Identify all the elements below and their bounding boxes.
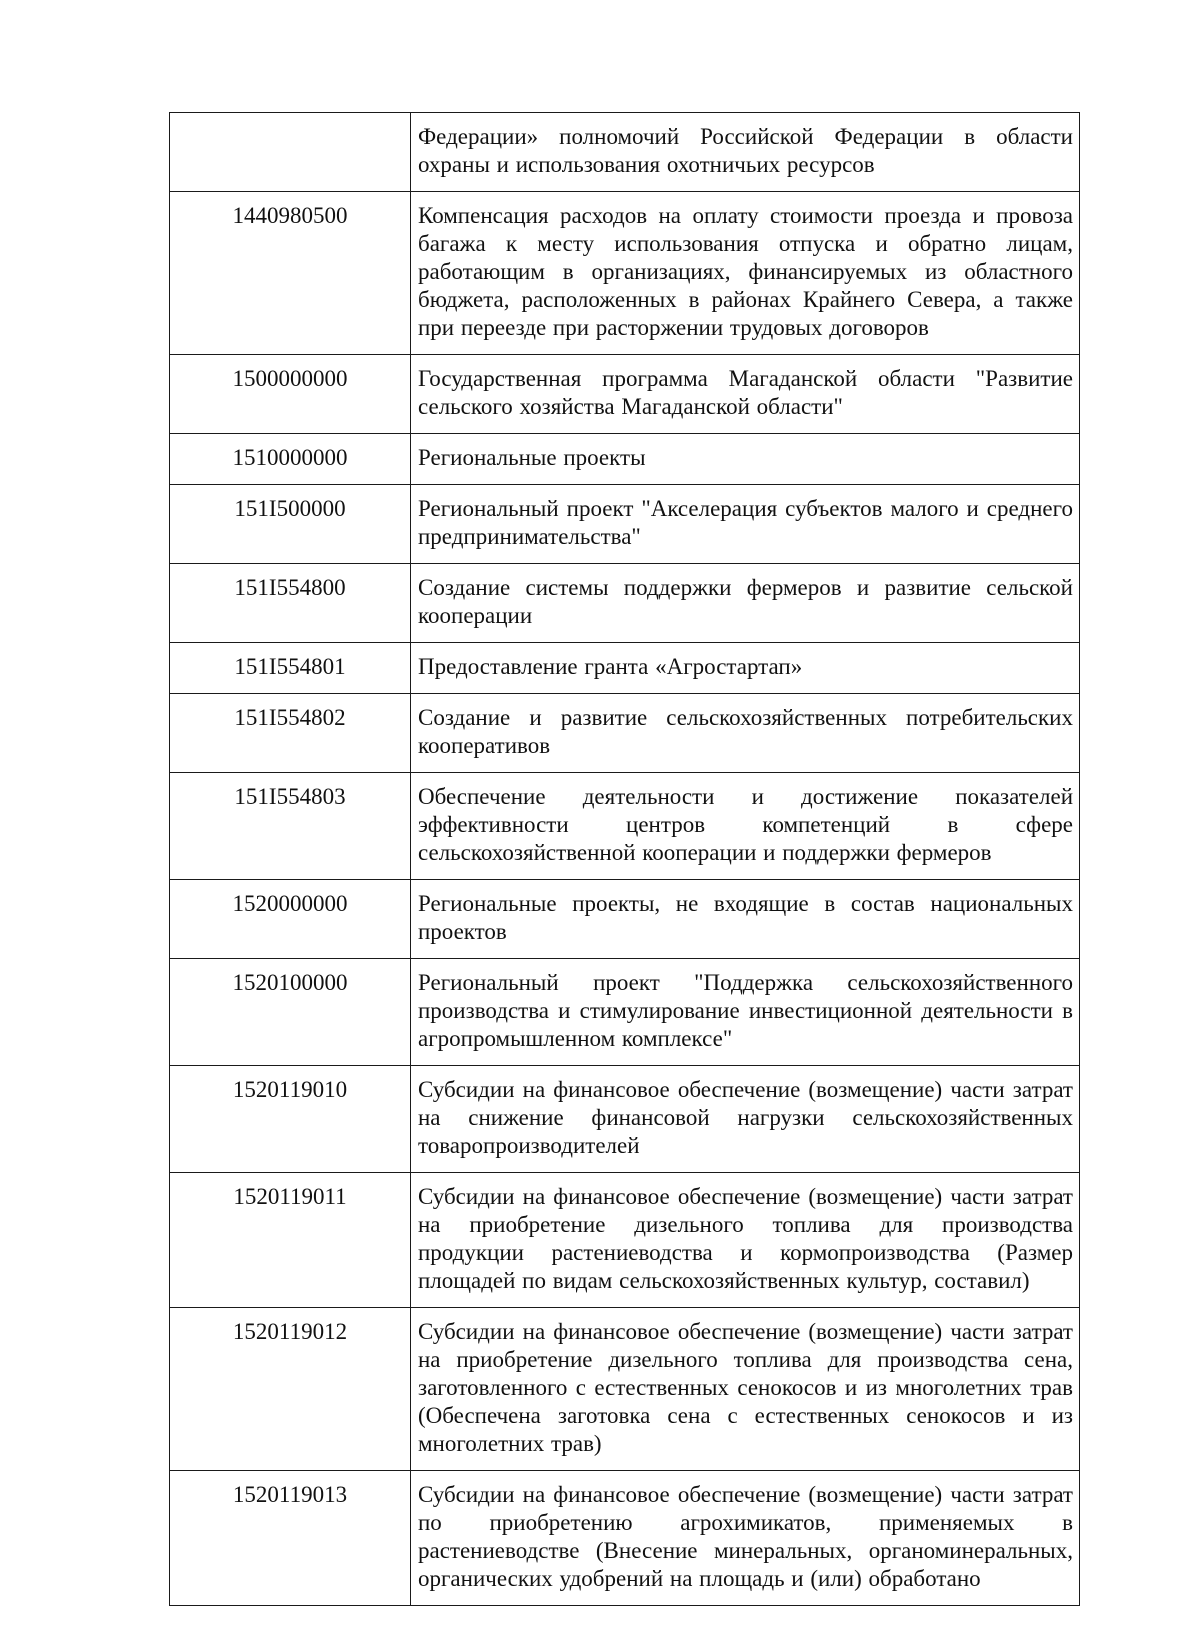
table-row bbox=[170, 113, 1080, 192]
description-cell: Субсидии на финансовое обеспечение (возмещение) части затрат на приобретение дизельного топлива для производства сена, заготовленного с естественных сенокосов и из многолетних трав (Обеспечена заготовка сена с естественных сенокосов и из многолетних трав) bbox=[411, 1308, 1080, 1471]
code-cell: 151I554803 bbox=[170, 773, 411, 880]
table-row bbox=[170, 485, 1080, 564]
code-cell: 1520100000 bbox=[170, 959, 411, 1066]
description-cell: Региональный проект "Поддержка сельскохозяйственного производства и стимулирование инвестиционной деятельности в агропромышленном комплексе" bbox=[411, 959, 1080, 1066]
description-cell: Региональный проект "Акселерация субъектов малого и среднего предпринимательства" bbox=[411, 485, 1080, 564]
table-row bbox=[170, 1066, 1080, 1173]
description-cell: Региональные проекты bbox=[411, 434, 1080, 485]
code-cell: 151I500000 bbox=[170, 485, 411, 564]
code-cell: 151I554800 bbox=[170, 564, 411, 643]
table-row bbox=[170, 192, 1080, 355]
code-cell: 151I554802 bbox=[170, 694, 411, 773]
code-cell: 1440980500 bbox=[170, 192, 411, 355]
description-cell: Федерации» полномочий Российской Федерации в области охраны и использования охотничьих ресурсов bbox=[411, 113, 1080, 192]
description-cell: Предоставление гранта «Агростартап» bbox=[411, 643, 1080, 694]
table-row bbox=[170, 880, 1080, 959]
table-row bbox=[170, 1308, 1080, 1471]
description-cell: Субсидии на финансовое обеспечение (возмещение) части затрат по приобретению агрохимикатов, применяемых в растениеводстве (Внесение минеральных, органоминеральных, органических удобрений на площадь и (или) обработано bbox=[411, 1471, 1080, 1606]
table-row bbox=[170, 643, 1080, 694]
table-row bbox=[170, 1471, 1080, 1606]
code-cell: 1510000000 bbox=[170, 434, 411, 485]
description-cell: Обеспечение деятельности и достижение показателей эффективности центров компетенций в сфере сельскохозяйственной кооперации и поддержки фермеров bbox=[411, 773, 1080, 880]
description-cell: Субсидии на финансовое обеспечение (возмещение) части затрат на снижение финансовой нагрузки сельскохозяйственных товаропроизводителей bbox=[411, 1066, 1080, 1173]
table-row bbox=[170, 434, 1080, 485]
code-cell: 1520119010 bbox=[170, 1066, 411, 1173]
code-cell: 1520119011 bbox=[170, 1173, 411, 1308]
table-row bbox=[170, 694, 1080, 773]
code-cell: 1520119013 bbox=[170, 1471, 411, 1606]
table-row bbox=[170, 959, 1080, 1066]
table-row bbox=[170, 773, 1080, 880]
description-cell: Компенсация расходов на оплату стоимости проезда и провоза багажа к месту использования отпуска и обратно лицам, работающим в организациях, финансируемых из областного бюджета, расположенных в районах Крайнего Севера, а также при переезде при расторжении трудовых договоров bbox=[411, 192, 1080, 355]
code-cell: 1520000000 bbox=[170, 880, 411, 959]
description-cell: Субсидии на финансовое обеспечение (возмещение) части затрат на приобретение дизельного топлива для производства продукции растениеводства и кормопроизводства (Размер площадей по видам сельскохозяйственных культур, составил) bbox=[411, 1173, 1080, 1308]
code-cell: 151I554801 bbox=[170, 643, 411, 694]
budget-codes-table bbox=[169, 112, 1080, 1606]
description-cell: Государственная программа Магаданской области "Развитие сельского хозяйства Магаданской области" bbox=[411, 355, 1080, 434]
code-cell: 1520119012 bbox=[170, 1308, 411, 1471]
description-cell: Создание и развитие сельскохозяйственных потребительских кооперативов bbox=[411, 694, 1080, 773]
table-row bbox=[170, 1173, 1080, 1308]
table-row bbox=[170, 564, 1080, 643]
code-cell bbox=[170, 113, 411, 192]
description-cell: Региональные проекты, не входящие в состав национальных проектов bbox=[411, 880, 1080, 959]
table-row bbox=[170, 355, 1080, 434]
code-cell: 1500000000 bbox=[170, 355, 411, 434]
description-cell: Создание системы поддержки фермеров и развитие сельской кооперации bbox=[411, 564, 1080, 643]
